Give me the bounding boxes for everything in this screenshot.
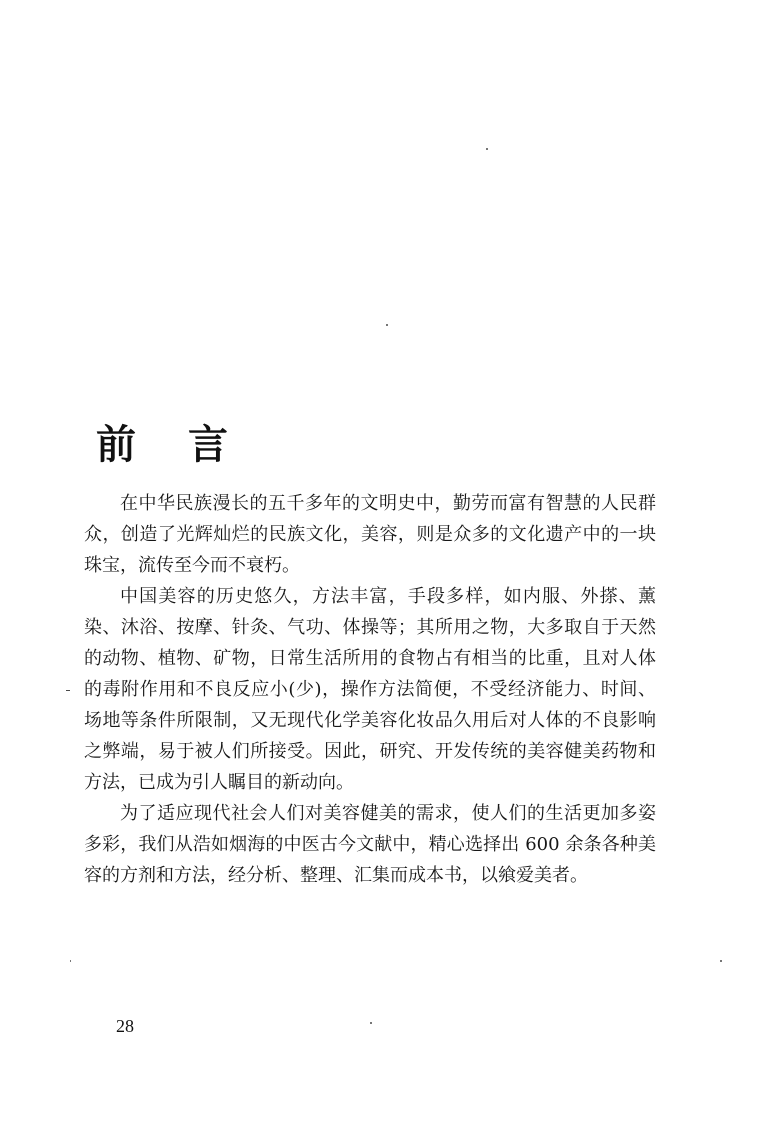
preface-body [84,488,656,891]
paragraph-1: 在中华民族漫长的五千多年的文明史中，勤劳而富有智慧的人民群众，创造了光辉灿烂的民族文化，美容，则是众多的文化遗产中的一块珠宝，流传至今而不衰朽。 [84,493,656,576]
scan-speck [720,960,722,962]
scan-speck [70,960,71,962]
paragraph-3: 为了适应现代社会人们对美容健美的需求，使人们的生活更加多姿多彩，我们从浩如烟海的中医古今文献中，精心选择出 600 余条各种美容的方剂和方法，经分析、整理、汇集而成本书，以飨爱美者。 [84,803,656,886]
paragraph-2: 中国美容的历史悠久，方法丰富，手段多样，如内服、外搽、薰染、沐浴、按摩、针灸、气功、体操等；其所用之物，大多取自于天然的动物、植物、矿物，日常生活所用的食物占有相当的比重，且对人体的毒附作用和不良反应小(少)，操作方法简便，不受经济能力、时间、场地等条件所限制，又无现代化学美容化妆品久用后对人体的不良影响之弊端，易于被人们所接受。因此，研究、开发传统的美容健美药物和方法，已成为引人瞩目的新动向。 [84,586,656,793]
scan-speck [370,1022,372,1024]
scan-speck [486,148,488,150]
title-char-qian: 前 [96,420,136,468]
page-title [96,421,232,469]
page-number: 28 [116,1016,134,1036]
scan-speck [386,324,388,326]
scan-speck [66,690,70,691]
title-char-yan: 言 [188,420,228,468]
